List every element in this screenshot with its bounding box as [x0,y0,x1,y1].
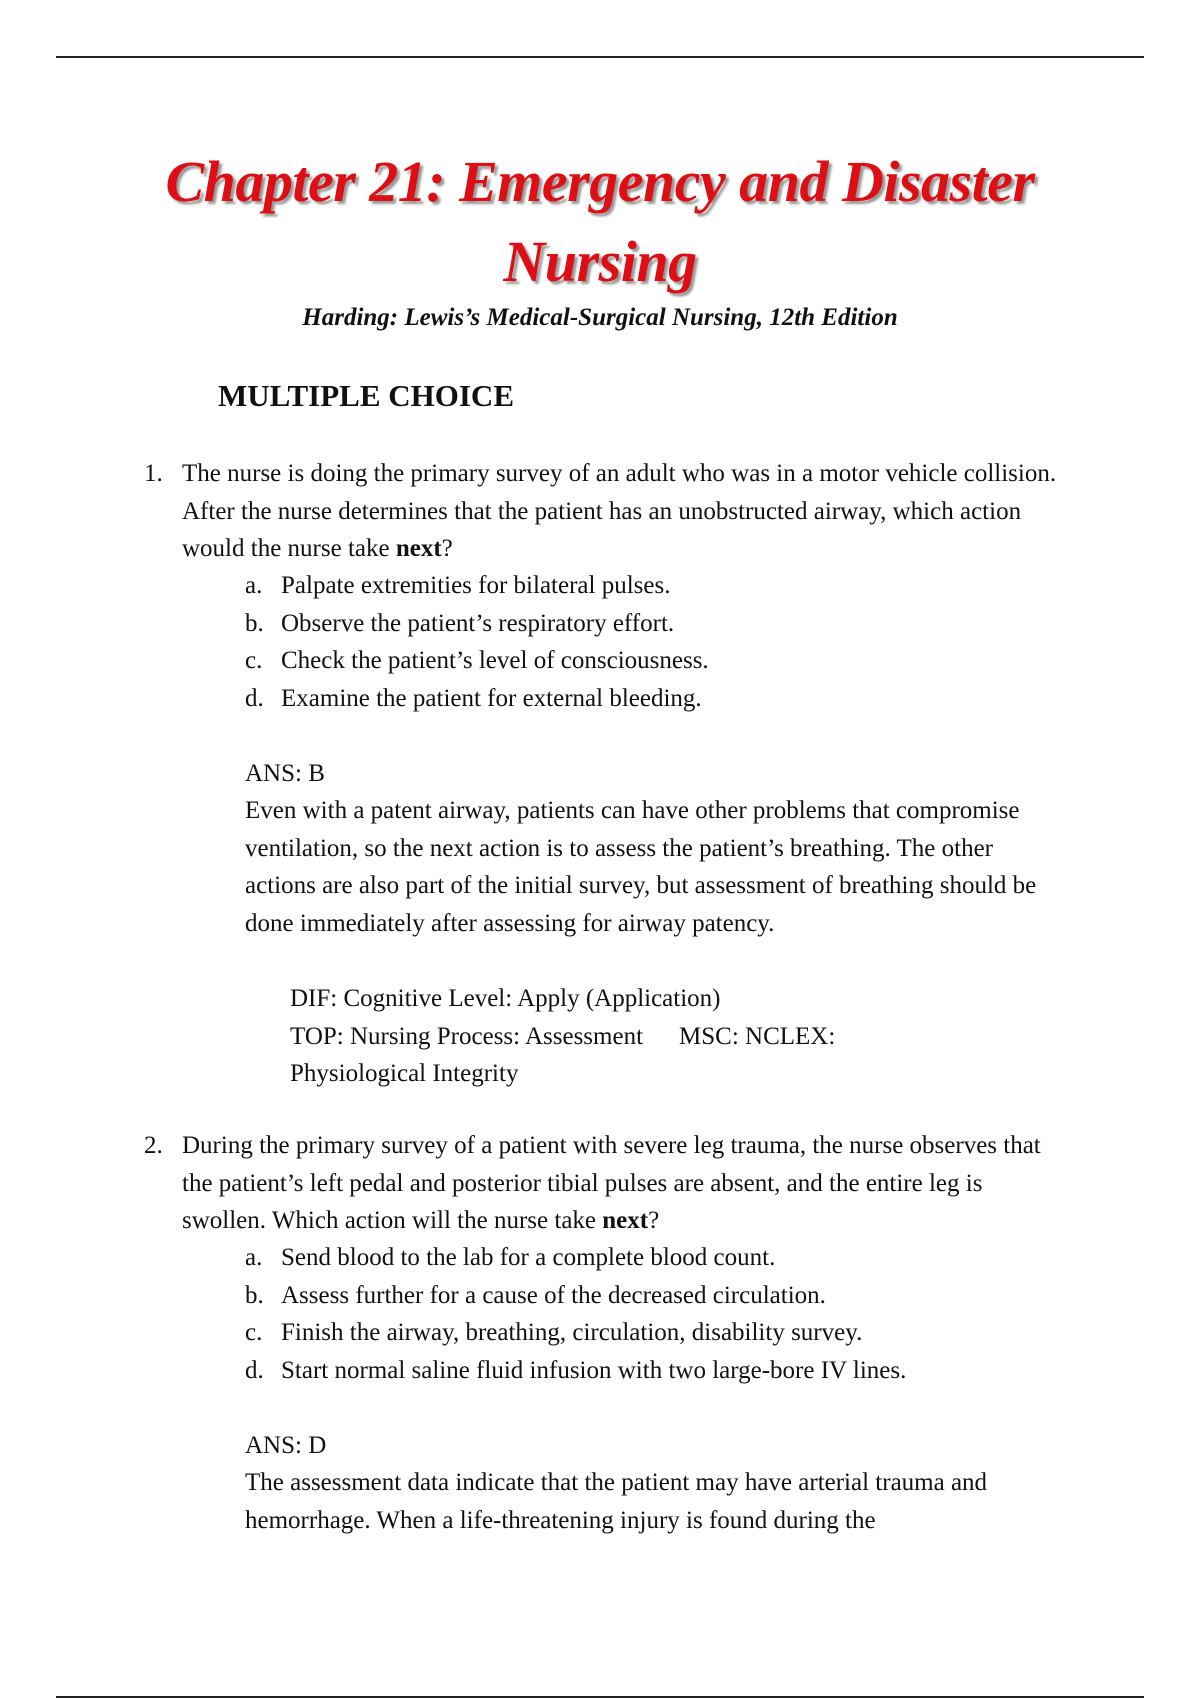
option-letter: d. [245,1356,264,1384]
option-letter: b. [245,609,264,637]
topic-line [290,1018,930,1056]
option-text: Check the patient’s level of consciousness. [281,647,709,674]
option-letter: c. [245,647,263,674]
question-stem [182,1127,1062,1240]
question-stem [182,455,1062,568]
answer-options [245,567,709,717]
question-metadata [290,980,930,1093]
option-text: Assess further for a cause of the decreased circulation. [281,1281,826,1309]
option-text: Observe the patient’s respiratory effort. [281,609,675,637]
top-rule [56,56,1144,58]
question-stem-text: During the primary survey of a patient with severe leg trauma, the nurse observes that the patient’s left pedal and posterior tibial pulses are absent, and the entire leg is swollen. Which action will the nurse take [182,1132,1041,1234]
answer-option-d [245,680,709,718]
question-number: 1. [144,460,163,487]
option-text: Examine the patient for external bleeding. [281,684,702,712]
chapter-title-line-1: Chapter 21: Emergency and Disaster [165,149,1035,214]
topic: TOP: Nursing Process: Assessment [290,1022,644,1050]
option-text: Start normal saline fluid infusion with two large-bore IV lines. [281,1356,907,1384]
msc-label: MSC: NCLEX: [679,1022,836,1050]
question-stem-emphasis: next [395,535,442,562]
question-stem-end: ? [648,1207,660,1234]
answer-rationale: The assessment data indicate that the patient may have arterial trauma and hemorrhage. When a life-threatening injury is found during the [245,1469,988,1534]
msc-category: Physiological Integrity [290,1060,519,1087]
answer-option-b [245,605,709,643]
option-text: Finish the airway, breathing, circulation, disability survey. [281,1319,863,1346]
answer-option-c [245,1314,906,1352]
question-stem-emphasis: next [602,1207,649,1234]
question-number: 2. [144,1132,163,1159]
question-stem-text: The nurse is doing the primary survey of an adult who was in a motor vehicle collision. After the nurse determines that the patient has an unobstructed airway, which action would the nurse take [182,460,1057,562]
book-subtitle: Harding: Lewis’s Medical-Surgical Nursing, 12th Edition [302,304,898,331]
question-stem-end: ? [441,535,453,562]
answer-option-b [245,1277,906,1315]
answer-option-c [245,642,709,680]
option-text: Send blood to the lab for a complete blood count. [281,1244,776,1271]
answer-option-a [245,1239,906,1277]
answer-option-a [245,567,709,605]
option-letter: a. [245,1244,263,1271]
chapter-title-line-2: Nursing [503,229,697,294]
section-heading: MULTIPLE CHOICE [218,378,514,413]
answer-key: ANS: D [245,1432,327,1459]
option-letter: b. [245,1281,264,1309]
difficulty-level: DIF: Cognitive Level: Apply (Application) [290,985,721,1012]
answer-rationale: Even with a patent airway, patients can have other problems that compromise ventilation, so the next action is to assess the patient’s breathing. The other actions are also part of the initial survey, but assessment of breathing should be done immediately after assessing for airway patency. [245,797,1037,937]
option-text: Palpate extremities for bilateral pulses. [281,572,671,599]
answer-option-d [245,1352,906,1390]
option-letter: a. [245,572,263,599]
option-letter: d. [245,684,264,712]
chapter-title [0,142,1200,302]
bottom-rule [56,1696,1144,1698]
answer-options [245,1239,906,1389]
answer-key: ANS: B [245,760,325,787]
option-letter: c. [245,1319,263,1346]
